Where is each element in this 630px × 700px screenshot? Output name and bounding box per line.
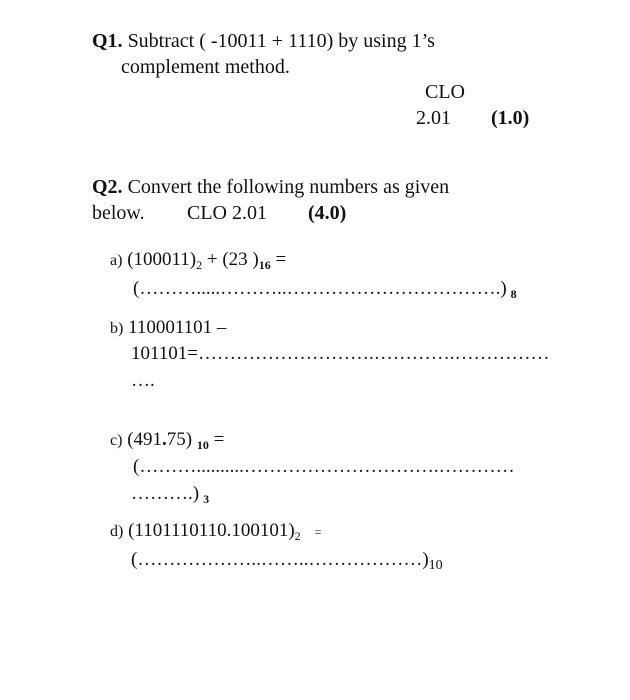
part-d-answer bbox=[131, 549, 443, 571]
part-a-expr-pre: (100011) bbox=[122, 249, 197, 270]
q1-clo-value: 2.01 bbox=[416, 107, 451, 129]
part-d-expression bbox=[110, 520, 321, 542]
part-c-base: 10 bbox=[196, 438, 209, 452]
part-c-answer bbox=[131, 483, 209, 505]
part-d-label: d) bbox=[110, 523, 124, 540]
part-a-base2: 16 bbox=[258, 258, 271, 272]
q1-clo-label: CLO bbox=[425, 81, 465, 103]
part-a-answer-base: 8 bbox=[510, 287, 517, 301]
part-c-answer-line2: ……….) bbox=[131, 483, 200, 504]
part-b-expr-line2: 101101=……………………….………….…………… bbox=[131, 343, 550, 364]
part-d-answer-line: (………………..……..………………) bbox=[131, 549, 429, 570]
part-c-expr-pre: (491 bbox=[122, 429, 163, 450]
q1-marks: (1.0) bbox=[491, 107, 530, 129]
part-a-answer-line: (……….....………..…………………………….) bbox=[133, 278, 507, 299]
q2-text-line2: below. bbox=[92, 202, 145, 224]
q2-line-1 bbox=[92, 176, 449, 199]
q1-label: Q1. bbox=[92, 30, 123, 52]
part-c-expression bbox=[110, 429, 224, 451]
part-c-answer-line1: (………..........………………………….………… bbox=[133, 456, 515, 477]
part-a-expr-post: = bbox=[270, 249, 287, 270]
part-b-expression bbox=[110, 317, 226, 339]
part-c-expr-post: 75) bbox=[166, 429, 193, 450]
part-c-label: c) bbox=[110, 432, 123, 449]
part-a-expr-mid: + (23 ) bbox=[202, 249, 259, 270]
part-b-expr-line3: …. bbox=[131, 370, 155, 391]
part-a-expression bbox=[110, 249, 286, 271]
part-a-answer bbox=[133, 278, 517, 300]
part-d-answer-base: 10 bbox=[428, 558, 443, 573]
part-c-expr-dot: . bbox=[162, 429, 167, 450]
part-b-expr-line1: 110001101 – bbox=[123, 317, 227, 338]
q2-text-line1: Convert the following numbers as given bbox=[122, 176, 450, 198]
part-a-label: a) bbox=[110, 252, 123, 269]
q2-marks: (4.0) bbox=[308, 202, 347, 224]
q1-text-line2: complement method. bbox=[121, 56, 290, 78]
q2-clo: CLO 2.01 bbox=[187, 202, 267, 224]
part-c-answer-base: 3 bbox=[203, 492, 210, 506]
q2-label: Q2. bbox=[92, 176, 123, 198]
part-c-equals: = bbox=[208, 429, 225, 450]
part-d-expr-pre: (1101110110.100101) bbox=[123, 520, 295, 541]
part-d-equals: = bbox=[314, 525, 322, 539]
part-d-base: 2 bbox=[294, 529, 301, 543]
part-a-base1: 2 bbox=[196, 258, 203, 272]
part-b-label: b) bbox=[110, 320, 124, 337]
q1-line-1 bbox=[92, 30, 435, 53]
q1-text-line1: Subtract ( -10011 + 1110) by using 1’s bbox=[122, 30, 435, 52]
